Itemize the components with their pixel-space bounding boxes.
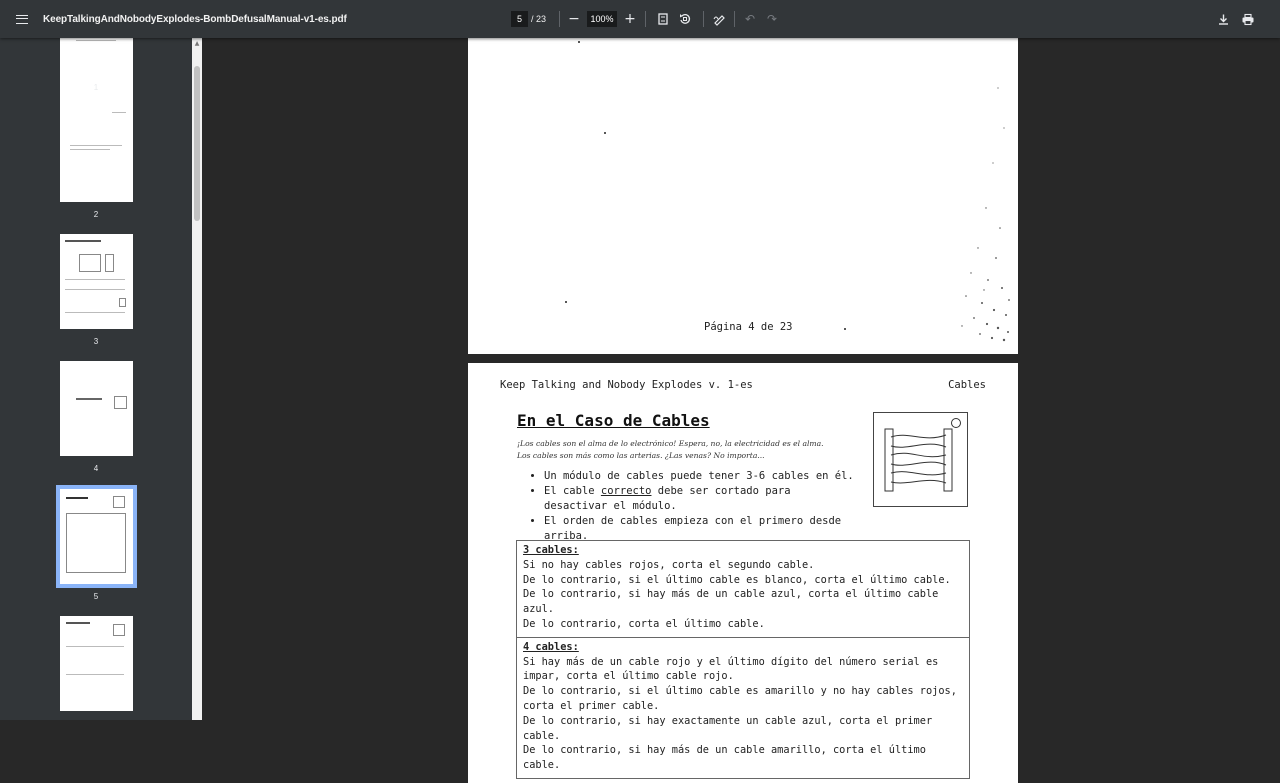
zoom-input[interactable]: 100% bbox=[587, 11, 617, 27]
undo-button[interactable] bbox=[743, 0, 757, 38]
rule-cell-3-wires bbox=[517, 541, 969, 637]
list-item-text: debe ser cortado para desactivar el módulo. bbox=[544, 485, 791, 512]
emphasis-text: correcto bbox=[600, 485, 652, 497]
pdf-page-4 bbox=[468, 28, 1018, 354]
thumb-diagram bbox=[113, 496, 125, 508]
thumb-diagram bbox=[79, 254, 101, 272]
thumb-text-line bbox=[76, 40, 116, 41]
sidebar-scrollbar-thumb[interactable] bbox=[194, 66, 200, 221]
thumbnail-page-number: 3 bbox=[93, 337, 99, 346]
thumb-text-line bbox=[65, 279, 125, 280]
flavor-text bbox=[517, 438, 867, 462]
page-thumbnail[interactable] bbox=[60, 616, 133, 711]
printer-icon bbox=[1242, 14, 1254, 25]
rule-heading: 3 cables: bbox=[523, 544, 579, 556]
page-thumbnail-selected[interactable] bbox=[60, 489, 133, 584]
thumb-heading bbox=[66, 622, 90, 624]
rule-line: De lo contrario, si hay más de un cable amarillo, corta el último cable. bbox=[523, 744, 926, 772]
toolbar-divider bbox=[734, 11, 735, 27]
toolbar-divider bbox=[559, 11, 560, 27]
thumbnail-page-number: 1 bbox=[93, 83, 99, 92]
rule-cell-4-wires bbox=[517, 637, 969, 778]
thumbnail-page-number: 5 bbox=[93, 592, 99, 601]
thumb-diagram bbox=[105, 254, 114, 272]
thumb-text-line bbox=[70, 145, 122, 146]
page-header-section: Cables bbox=[948, 379, 986, 391]
thumb-heading bbox=[66, 497, 88, 499]
document-viewer bbox=[202, 38, 1280, 772]
zoom-out-button[interactable]: − bbox=[568, 11, 580, 27]
download-button[interactable] bbox=[1216, 0, 1230, 38]
list-item: • Un módulo de cables puede tener 3-6 cables en él. bbox=[544, 469, 860, 484]
fit-page-icon bbox=[658, 13, 668, 25]
thumb-text-line bbox=[66, 646, 124, 647]
thumbnail-sidebar bbox=[0, 38, 192, 720]
paper-speck bbox=[604, 132, 606, 134]
page-total: / 23 bbox=[531, 14, 547, 24]
flavor-line: ¡Los cables son el alma de lo electrónico! Espera, no, la electricidad es el alma. bbox=[517, 439, 824, 448]
rule-heading: 4 cables: bbox=[523, 640, 579, 653]
zoom-in-button[interactable]: + bbox=[624, 11, 636, 27]
pdf-page-5 bbox=[468, 363, 1018, 783]
scroll-up-arrow-icon[interactable]: ▲ bbox=[194, 40, 200, 47]
rules-list bbox=[530, 469, 860, 544]
rule-line: De lo contrario, corta el último cable. bbox=[523, 617, 765, 630]
redo-button[interactable] bbox=[765, 0, 779, 38]
thumbnail-page-number: 2 bbox=[93, 210, 99, 219]
page-number-input[interactable]: 5 bbox=[511, 11, 528, 27]
annotate-button[interactable] bbox=[711, 0, 727, 38]
thumb-text-line bbox=[70, 149, 110, 150]
rule-line: Si hay más de un cable rojo y el último dígito del número serial es impar, corta el último cable rojo. bbox=[523, 655, 939, 683]
pen-icon bbox=[713, 13, 726, 25]
thumb-heading bbox=[76, 398, 102, 400]
paper-speck bbox=[844, 328, 846, 330]
hamburger-menu-icon bbox=[16, 15, 28, 24]
list-item-text: El cable bbox=[544, 485, 601, 497]
rule-line: De lo contrario, si el último cable es blanco, corta el último cable. bbox=[523, 573, 951, 586]
toolbar-divider bbox=[645, 11, 646, 27]
section-title: En el Caso de Cables bbox=[517, 411, 710, 430]
thumb-text-line bbox=[66, 674, 124, 675]
rule-line: Si no hay cables rojos, corta el segundo cable. bbox=[523, 558, 815, 571]
paper-speck bbox=[578, 41, 580, 43]
thumb-text-line bbox=[65, 289, 125, 290]
paper-texture bbox=[938, 68, 1013, 343]
rule-line: De lo contrario, si hay más de un cable azul, corta el último cable azul. bbox=[523, 588, 939, 616]
page-thumbnail[interactable] bbox=[60, 107, 133, 202]
toolbar-divider bbox=[703, 11, 704, 27]
page-footer: Página 4 de 23 bbox=[704, 321, 793, 333]
rule-line: De lo contrario, si el último cable es amarillo y no hay cables rojos, corta el primer cable. bbox=[523, 685, 957, 712]
thumb-text-line bbox=[65, 312, 125, 313]
rule-line: De lo contrario, si hay exactamente un cable azul, corta el primer cable. bbox=[523, 714, 933, 742]
list-item bbox=[544, 484, 860, 514]
page-header-title: Keep Talking and Nobody Explodes v. 1-es bbox=[500, 379, 753, 391]
wires-module-icon bbox=[874, 413, 967, 506]
wire-rules-table bbox=[516, 540, 970, 779]
wires-module-diagram bbox=[873, 412, 968, 507]
rotate-button[interactable] bbox=[677, 0, 693, 38]
download-icon bbox=[1218, 14, 1229, 25]
paper-speck bbox=[565, 301, 567, 303]
fit-page-button[interactable] bbox=[656, 0, 670, 38]
thumb-diagram bbox=[114, 396, 127, 409]
menu-button[interactable] bbox=[10, 0, 34, 38]
document-title: KeepTalkingAndNobodyExplodes-BombDefusalManual-v1-es.pdf bbox=[43, 13, 347, 25]
print-button[interactable] bbox=[1240, 0, 1256, 38]
thumb-table bbox=[66, 513, 126, 573]
list-item: • El orden de cables empieza con el primero desde arriba. bbox=[544, 514, 860, 544]
thumb-heading bbox=[65, 240, 101, 242]
redo-icon: ↷ bbox=[766, 12, 778, 26]
page-thumbnail[interactable] bbox=[60, 234, 133, 329]
pdf-toolbar bbox=[0, 0, 1280, 38]
rotate-icon bbox=[679, 13, 691, 25]
undo-icon: ↶ bbox=[744, 12, 756, 26]
flavor-line: Los cables son más como las arterias. ¿Las venas? No importa... bbox=[517, 451, 765, 460]
thumbnail-page-number: 4 bbox=[93, 464, 99, 473]
thumb-diagram bbox=[113, 624, 125, 636]
thumb-diagram bbox=[119, 298, 126, 307]
page-thumbnail[interactable] bbox=[60, 361, 133, 456]
thumb-text-line bbox=[112, 112, 126, 113]
